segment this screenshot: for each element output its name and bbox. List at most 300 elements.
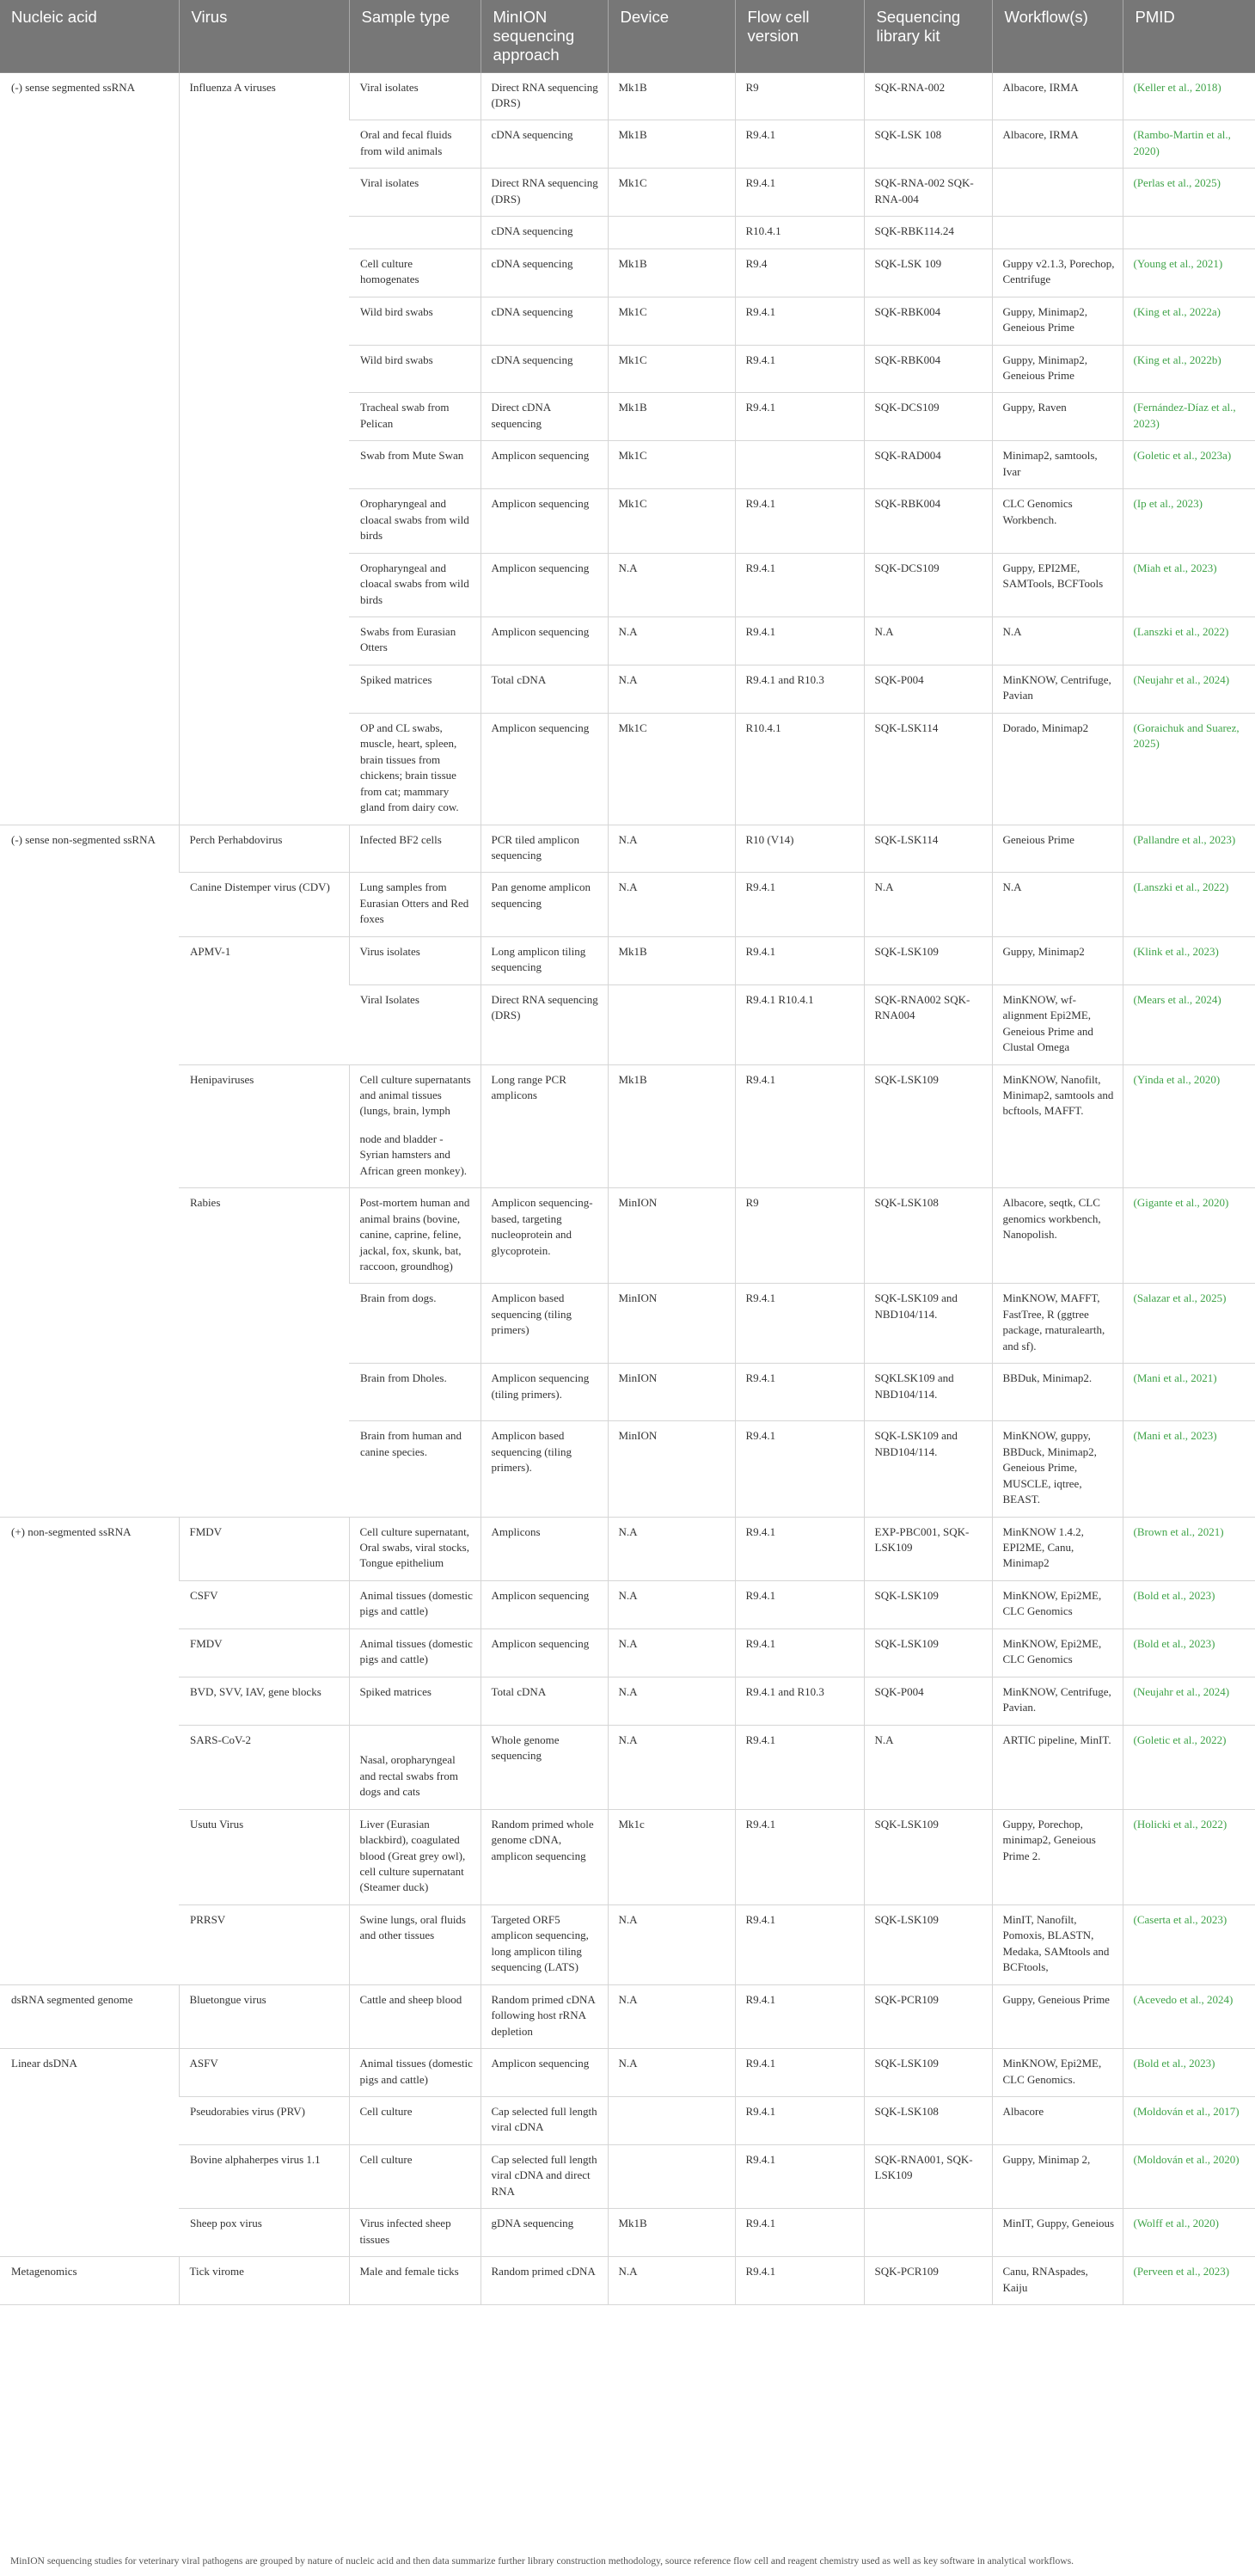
table-row bbox=[0, 873, 1255, 936]
pmid-cell[interactable]: (Bold et al., 2023) bbox=[1123, 2049, 1255, 2097]
sample-type-cell: Swab from Mute Swan bbox=[349, 441, 481, 489]
workflow-cell: MinKNOW, Centrifuge, Pavian. bbox=[992, 1677, 1123, 1725]
nucleic-acid-cell: Metagenomics bbox=[0, 2257, 179, 2305]
flow-cell-cell: R9.4.1 bbox=[735, 873, 864, 936]
pmid-cell[interactable]: (Moldován et al., 2017) bbox=[1123, 2096, 1255, 2144]
sample-type-cell: Oropharyngeal and cloacal swabs from wild birds bbox=[349, 553, 481, 616]
pmid-cell[interactable]: (Gigante et al., 2020) bbox=[1123, 1188, 1255, 1284]
sample-type-cell: Animal tissues (domestic pigs and cattle) bbox=[349, 1580, 481, 1628]
table-row bbox=[0, 72, 1255, 120]
device-cell: N.A bbox=[608, 1580, 735, 1628]
header-nucleic-acid: Nucleic acid bbox=[0, 0, 179, 72]
library-kit-cell: SQK-LSK114 bbox=[864, 713, 992, 825]
device-cell: N.A bbox=[608, 873, 735, 936]
library-kit-cell: SQK-PCR109 bbox=[864, 1984, 992, 2048]
workflow-cell: MinKNOW 1.4.2, EPI2ME, Canu, Minimap2 bbox=[992, 1517, 1123, 1580]
table-row bbox=[0, 1188, 1255, 1284]
approach-cell: cDNA sequencing bbox=[481, 248, 608, 297]
library-kit-cell: SQK-RNA-002 SQK-RNA-004 bbox=[864, 169, 992, 217]
virus-cell: Perch Perhabdovirus bbox=[179, 825, 349, 873]
pmid-cell[interactable]: (Neujahr et al., 2024) bbox=[1123, 1677, 1255, 1725]
table-row bbox=[0, 2257, 1255, 2305]
library-kit-cell: SQKLSK109 and NBD104/114. bbox=[864, 1364, 992, 1421]
library-kit-cell: SQK-LSK109 bbox=[864, 2049, 992, 2097]
table-row bbox=[0, 1628, 1255, 1677]
table-row bbox=[0, 825, 1255, 873]
table-row bbox=[0, 2049, 1255, 2097]
sample-type-cell: Brain from Dholes. bbox=[349, 1364, 481, 1421]
workflow-cell: Guppy v2.1.3, Porechop, Centrifuge bbox=[992, 248, 1123, 297]
workflow-cell: Guppy, Minimap2, Geneious Prime bbox=[992, 345, 1123, 393]
virus-cell: Sheep pox virus bbox=[179, 2209, 349, 2257]
device-cell: Mk1c bbox=[608, 1809, 735, 1904]
sample-type-cell: Tracheal swab from Pelican bbox=[349, 393, 481, 441]
table-row bbox=[0, 1809, 1255, 1904]
device-cell: N.A bbox=[608, 1628, 735, 1677]
library-kit-cell: SQK-RNA001, SQK-LSK109 bbox=[864, 2144, 992, 2208]
table-row bbox=[0, 1984, 1255, 2048]
library-kit-cell: SQK-DCS109 bbox=[864, 393, 992, 441]
approach-cell: Amplicon sequencing-based, targeting nucleoprotein and glycoprotein. bbox=[481, 1188, 608, 1284]
virus-cell: BVD, SVV, IAV, gene blocks bbox=[179, 1677, 349, 1725]
sample-type-cell: Post-mortem human and animal brains (bovine, canine, caprine, feline, jackal, fox, skunk, bat, raccoon, groundhog) bbox=[349, 1188, 481, 1284]
pmid-cell[interactable]: (Lanszki et al., 2022) bbox=[1123, 616, 1255, 665]
sample-type-cell bbox=[349, 1064, 481, 1188]
flow-cell-cell: R9.4.1 bbox=[735, 1064, 864, 1188]
flow-cell-cell: R9.4.1 bbox=[735, 936, 864, 984]
library-kit-cell: SQK-RBK004 bbox=[864, 345, 992, 393]
library-kit-cell: SQK-LSK109 bbox=[864, 1580, 992, 1628]
virus-cell: SARS-CoV-2 bbox=[179, 1725, 349, 1809]
sample-type-cell: Swabs from Eurasian Otters bbox=[349, 616, 481, 665]
flow-cell-cell: R9 bbox=[735, 1188, 864, 1284]
header-device: Device bbox=[608, 0, 735, 72]
device-cell: Mk1C bbox=[608, 297, 735, 345]
sample-type-cell: Wild bird swabs bbox=[349, 297, 481, 345]
approach-cell: Random primed cDNA bbox=[481, 2257, 608, 2305]
virus-cell: Canine Distemper virus (CDV) bbox=[179, 873, 349, 936]
pmid-cell[interactable]: (King et al., 2022a) bbox=[1123, 297, 1255, 345]
table-caption: MinION sequencing studies for veterinary viral pathogens are grouped by nature of nucleic acid and then data summarize further library construction methodology, source reference flow cell and reagent chemistry used as well as key software in analytical workflows. bbox=[10, 2555, 1074, 2567]
library-kit-cell: EXP-PBC001, SQK-LSK109 bbox=[864, 1517, 992, 1580]
library-kit-cell: N.A bbox=[864, 873, 992, 936]
virus-cell: FMDV bbox=[179, 1628, 349, 1677]
flow-cell-cell: R9.4.1 bbox=[735, 393, 864, 441]
approach-cell: Whole genome sequencing bbox=[481, 1725, 608, 1809]
approach-cell: Amplicon sequencing bbox=[481, 2049, 608, 2097]
header-virus: Virus bbox=[179, 0, 349, 72]
workflow-cell: MinKNOW, Centrifuge, Pavian bbox=[992, 665, 1123, 713]
sample-type-cell: Spiked matrices bbox=[349, 665, 481, 713]
approach-cell: Amplicon sequencing bbox=[481, 1628, 608, 1677]
approach-cell: Random primed whole genome cDNA, amplicon sequencing bbox=[481, 1809, 608, 1904]
virus-cell: Bluetongue virus bbox=[179, 1984, 349, 2048]
sample-type-cell: Brain from human and canine species. bbox=[349, 1421, 481, 1517]
virus-cell: ASFV bbox=[179, 2049, 349, 2097]
virus-cell: Pseudorabies virus (PRV) bbox=[179, 2096, 349, 2144]
device-cell: Mk1B bbox=[608, 120, 735, 169]
workflow-cell: Minimap2, samtools, Ivar bbox=[992, 441, 1123, 489]
virus-cell: CSFV bbox=[179, 1580, 349, 1628]
sample-type-cell: Oral and fecal fluids from wild animals bbox=[349, 120, 481, 169]
table-row bbox=[0, 2096, 1255, 2144]
flow-cell-cell: R9.4.1 bbox=[735, 1364, 864, 1421]
library-kit-cell: SQK-P004 bbox=[864, 1677, 992, 1725]
pmid-cell[interactable]: (Bold et al., 2023) bbox=[1123, 1628, 1255, 1677]
sample-type-cell: Nasal, oropharyngeal and rectal swabs from dogs and cats bbox=[349, 1725, 481, 1809]
approach-cell: Long range PCR amplicons bbox=[481, 1064, 608, 1188]
device-cell: N.A bbox=[608, 1517, 735, 1580]
approach-cell: Direct RNA sequencing (DRS) bbox=[481, 72, 608, 120]
device-cell: N.A bbox=[608, 2257, 735, 2305]
library-kit-cell: SQK-DCS109 bbox=[864, 553, 992, 616]
flow-cell-cell: R9.4.1 bbox=[735, 2049, 864, 2097]
device-cell: N.A bbox=[608, 2049, 735, 2097]
sample-type-cell: Viral Isolates bbox=[349, 984, 481, 1064]
flow-cell-cell: R9.4.1 bbox=[735, 1421, 864, 1517]
flow-cell-cell: R9.4.1 bbox=[735, 169, 864, 217]
library-kit-cell: SQK-LSK109 bbox=[864, 1628, 992, 1677]
table-row bbox=[0, 2144, 1255, 2208]
pmid-cell[interactable]: (Moldován et al., 2020) bbox=[1123, 2144, 1255, 2208]
pmid-cell[interactable]: (Fernández-Díaz et al., 2023) bbox=[1123, 393, 1255, 441]
library-kit-cell: SQK-LSK109 bbox=[864, 936, 992, 984]
workflow-cell: MinKNOW, guppy, BBDuck, Minimap2, Geneious Prime, MUSCLE, iqtree, BEAST. bbox=[992, 1421, 1123, 1517]
approach-cell: Amplicons bbox=[481, 1517, 608, 1580]
library-kit-cell: SQK-LSK108 bbox=[864, 2096, 992, 2144]
flow-cell-cell: R9.4.1 bbox=[735, 2144, 864, 2208]
header-sample-type: Sample type bbox=[349, 0, 481, 72]
library-kit-cell: SQK-RNA-002 bbox=[864, 72, 992, 120]
approach-cell: Direct RNA sequencing (DRS) bbox=[481, 984, 608, 1064]
sample-type-cell: Cattle and sheep blood bbox=[349, 1984, 481, 2048]
pmid-cell[interactable]: (Perlas et al., 2025) bbox=[1123, 169, 1255, 217]
device-cell: Mk1B bbox=[608, 72, 735, 120]
pmid-cell[interactable]: (Klink et al., 2023) bbox=[1123, 936, 1255, 984]
device-cell: N.A bbox=[608, 1725, 735, 1809]
library-kit-cell: SQK-LSK109 bbox=[864, 1809, 992, 1904]
workflow-cell: MinKNOW, Epi2ME, CLC Genomics bbox=[992, 1628, 1123, 1677]
approach-cell: Amplicon sequencing bbox=[481, 616, 608, 665]
pmid-cell[interactable]: (Miah et al., 2023) bbox=[1123, 553, 1255, 616]
table-row bbox=[0, 1725, 1255, 1809]
workflow-cell: MinKNOW, Nanofilt, Minimap2, samtools and bcftools, MAFFT. bbox=[992, 1064, 1123, 1188]
device-cell: MinION bbox=[608, 1421, 735, 1517]
workflow-cell: MinKNOW, MAFFT, FastTree, R (ggtree package, rnaturalearth, and sf). bbox=[992, 1284, 1123, 1364]
workflow-cell: Guppy, Geneious Prime bbox=[992, 1984, 1123, 2048]
approach-cell: Amplicon sequencing bbox=[481, 713, 608, 825]
pmid-cell[interactable] bbox=[1123, 217, 1255, 248]
nucleic-acid-cell: (-) sense non-segmented ssRNA bbox=[0, 825, 179, 1517]
approach-cell: PCR tiled amplicon sequencing bbox=[481, 825, 608, 873]
library-kit-cell: SQK-LSK109 and NBD104/114. bbox=[864, 1284, 992, 1364]
workflow-cell: Canu, RNAspades, Kaiju bbox=[992, 2257, 1123, 2305]
approach-cell: gDNA sequencing bbox=[481, 2209, 608, 2257]
flow-cell-cell: R9.4.1 bbox=[735, 297, 864, 345]
workflow-cell: Albacore, IRMA bbox=[992, 72, 1123, 120]
table-row bbox=[0, 1064, 1255, 1188]
table-row bbox=[0, 2209, 1255, 2257]
pmid-cell[interactable]: (Bold et al., 2023) bbox=[1123, 1580, 1255, 1628]
workflow-cell: MinKNOW, wf-alignment Epi2ME, Geneious Prime and Clustal Omega bbox=[992, 984, 1123, 1064]
library-kit-cell: SQK-P004 bbox=[864, 665, 992, 713]
workflow-cell: Albacore bbox=[992, 2096, 1123, 2144]
approach-cell: Amplicon sequencing bbox=[481, 553, 608, 616]
workflow-cell: CLC Genomics Workbench. bbox=[992, 489, 1123, 553]
header-workflow: Workflow(s) bbox=[992, 0, 1123, 72]
workflow-cell: Guppy, Raven bbox=[992, 393, 1123, 441]
device-cell: Mk1C bbox=[608, 345, 735, 393]
approach-cell: cDNA sequencing bbox=[481, 120, 608, 169]
sample-type-cell: Male and female ticks bbox=[349, 2257, 481, 2305]
header-flow-cell: Flow cell version bbox=[735, 0, 864, 72]
flow-cell-cell: R9.4.1 and R10.3 bbox=[735, 665, 864, 713]
workflow-cell: BBDuk, Minimap2. bbox=[992, 1364, 1123, 1421]
pmid-cell[interactable]: (Wolff et al., 2020) bbox=[1123, 2209, 1255, 2257]
sample-type-text-continued: node and bladder - Syrian hamsters and African green monkey). bbox=[359, 1132, 468, 1177]
sample-type-cell: Viral isolates bbox=[349, 169, 481, 217]
sample-type-cell: Cell culture supernatant, Oral swabs, viral stocks, Tongue epithelium bbox=[349, 1517, 481, 1580]
workflow-cell: MinKNOW, Epi2ME, CLC Genomics bbox=[992, 1580, 1123, 1628]
flow-cell-cell: R10.4.1 bbox=[735, 217, 864, 248]
virus-cell: Rabies bbox=[179, 1188, 349, 1517]
device-cell bbox=[608, 217, 735, 248]
approach-cell: cDNA sequencing bbox=[481, 217, 608, 248]
sample-type-cell: Brain from dogs. bbox=[349, 1284, 481, 1364]
device-cell: N.A bbox=[608, 1904, 735, 1984]
table-row bbox=[0, 1580, 1255, 1628]
device-cell bbox=[608, 2096, 735, 2144]
flow-cell-cell: R10.4.1 bbox=[735, 713, 864, 825]
pmid-cell[interactable]: (Young et al., 2021) bbox=[1123, 248, 1255, 297]
virus-cell: Usutu Virus bbox=[179, 1809, 349, 1904]
sample-type-cell: Oropharyngeal and cloacal swabs from wild birds bbox=[349, 489, 481, 553]
virus-cell: FMDV bbox=[179, 1517, 349, 1580]
flow-cell-cell: R9.4.1 bbox=[735, 1904, 864, 1984]
library-kit-cell: N.A bbox=[864, 1725, 992, 1809]
device-cell: Mk1B bbox=[608, 1064, 735, 1188]
virus-cell: Tick virome bbox=[179, 2257, 349, 2305]
flow-cell-cell: R9.4.1 bbox=[735, 1809, 864, 1904]
library-kit-cell: SQK-PCR109 bbox=[864, 2257, 992, 2305]
sample-type-cell: Spiked matrices bbox=[349, 1677, 481, 1725]
library-kit-cell: SQK-LSK114 bbox=[864, 825, 992, 873]
table-row bbox=[0, 1517, 1255, 1580]
sample-type-cell: Virus isolates bbox=[349, 936, 481, 984]
flow-cell-cell: R9.4.1 bbox=[735, 489, 864, 553]
library-kit-cell: SQK-RBK114.24 bbox=[864, 217, 992, 248]
sample-type-cell bbox=[349, 217, 481, 248]
flow-cell-cell: R9.4.1 bbox=[735, 345, 864, 393]
library-kit-cell bbox=[864, 2209, 992, 2257]
pmid-cell[interactable]: (Perveen et al., 2023) bbox=[1123, 2257, 1255, 2305]
pmid-cell[interactable]: (Acevedo et al., 2024) bbox=[1123, 1984, 1255, 2048]
pmid-cell[interactable]: (Yinda et al., 2020) bbox=[1123, 1064, 1255, 1188]
workflow-cell: N.A bbox=[992, 873, 1123, 936]
flow-cell-cell: R9.4.1 bbox=[735, 1580, 864, 1628]
approach-cell: Amplicon sequencing bbox=[481, 1580, 608, 1628]
virus-cell: PRRSV bbox=[179, 1904, 349, 1984]
device-cell bbox=[608, 984, 735, 1064]
library-kit-cell: SQK-LSK 109 bbox=[864, 248, 992, 297]
flow-cell-cell: R9.4.1 bbox=[735, 2096, 864, 2144]
library-kit-cell: SQK-LSK109 bbox=[864, 1064, 992, 1188]
pmid-cell[interactable]: (Goletic et al., 2022) bbox=[1123, 1725, 1255, 1809]
device-cell: MinION bbox=[608, 1284, 735, 1364]
flow-cell-cell: R9.4.1 bbox=[735, 2209, 864, 2257]
flow-cell-cell: R9 bbox=[735, 72, 864, 120]
sample-type-cell: Wild bird swabs bbox=[349, 345, 481, 393]
flow-cell-cell: R9.4.1 bbox=[735, 553, 864, 616]
approach-cell: cDNA sequencing bbox=[481, 345, 608, 393]
sample-type-text: Cell culture supernatants and animal tissues (lungs, brain, lymph bbox=[359, 1072, 471, 1118]
virus-cell: Bovine alphaherpes virus 1.1 bbox=[179, 2144, 349, 2208]
approach-cell: Amplicon based sequencing (tiling primers) bbox=[481, 1284, 608, 1364]
nucleic-acid-cell: (-) sense segmented ssRNA bbox=[0, 72, 179, 825]
sample-type-cell: Animal tissues (domestic pigs and cattle) bbox=[349, 1628, 481, 1677]
pmid-cell[interactable]: (Goraichuk and Suarez, 2025) bbox=[1123, 713, 1255, 825]
virus-cell: APMV-1 bbox=[179, 936, 349, 1064]
flow-cell-cell: R9.4.1 bbox=[735, 120, 864, 169]
approach-cell: Direct RNA sequencing (DRS) bbox=[481, 169, 608, 217]
device-cell: MinION bbox=[608, 1364, 735, 1421]
flow-cell-cell: R9.4.1 bbox=[735, 616, 864, 665]
approach-cell: Cap selected full length viral cDNA and direct RNA bbox=[481, 2144, 608, 2208]
header-pmid: PMID bbox=[1123, 0, 1255, 72]
library-kit-cell: SQK-LSK 108 bbox=[864, 120, 992, 169]
device-cell bbox=[608, 2144, 735, 2208]
workflow-cell: Geneious Prime bbox=[992, 825, 1123, 873]
device-cell: Mk1C bbox=[608, 169, 735, 217]
approach-cell: Total cDNA bbox=[481, 1677, 608, 1725]
sample-type-cell: Cell culture bbox=[349, 2144, 481, 2208]
workflow-cell: Guppy, Minimap2, Geneious Prime bbox=[992, 297, 1123, 345]
pmid-cell[interactable]: (Caserta et al., 2023) bbox=[1123, 1904, 1255, 1984]
approach-cell: Pan genome amplicon sequencing bbox=[481, 873, 608, 936]
virus-cell: Influenza A viruses bbox=[179, 72, 349, 825]
device-cell: N.A bbox=[608, 1984, 735, 2048]
library-kit-cell: SQK-LSK109 and NBD104/114. bbox=[864, 1421, 992, 1517]
sample-type-cell: OP and CL swabs, muscle, heart, spleen, brain tissues from chickens; brain tissue from cat; mammary gland from dairy cow. bbox=[349, 713, 481, 825]
sample-type-cell: Lung samples from Eurasian Otters and Red foxes bbox=[349, 873, 481, 936]
approach-cell: Total cDNA bbox=[481, 665, 608, 713]
workflow-cell: MinKNOW, Epi2ME, CLC Genomics. bbox=[992, 2049, 1123, 2097]
sample-type-cell: Liver (Eurasian blackbird), coagulated blood (Great grey owl), cell culture supernatant (Steamer duck) bbox=[349, 1809, 481, 1904]
device-cell: N.A bbox=[608, 616, 735, 665]
approach-cell: Targeted ORF5 amplicon sequencing, long amplicon tiling sequencing (LATS) bbox=[481, 1904, 608, 1984]
approach-cell: Random primed cDNA following host rRNA depletion bbox=[481, 1984, 608, 2048]
table-row bbox=[0, 936, 1255, 984]
library-kit-cell: SQK-RBK004 bbox=[864, 297, 992, 345]
flow-cell-cell: R9.4 bbox=[735, 248, 864, 297]
pmid-cell[interactable]: (Rambo-Martin et al., 2020) bbox=[1123, 120, 1255, 169]
header-sequencing-approach: MinION sequencing approach bbox=[481, 0, 608, 72]
flow-cell-cell: R9.4.1 bbox=[735, 1517, 864, 1580]
flow-cell-cell: R9.4.1 and R10.3 bbox=[735, 1677, 864, 1725]
workflow-cell: Guppy, Minimap2 bbox=[992, 936, 1123, 984]
library-kit-cell: N.A bbox=[864, 616, 992, 665]
pmid-cell[interactable]: (Neujahr et al., 2024) bbox=[1123, 665, 1255, 713]
device-cell: N.A bbox=[608, 1677, 735, 1725]
pmid-cell[interactable]: (Mani et al., 2021) bbox=[1123, 1364, 1255, 1421]
pmid-cell[interactable]: (Ip et al., 2023) bbox=[1123, 489, 1255, 553]
header-row bbox=[0, 0, 1255, 72]
pmid-cell[interactable]: (Pallandre et al., 2023) bbox=[1123, 825, 1255, 873]
approach-cell: Amplicon sequencing bbox=[481, 489, 608, 553]
device-cell: N.A bbox=[608, 665, 735, 713]
device-cell: Mk1C bbox=[608, 441, 735, 489]
approach-cell: Long amplicon tiling sequencing bbox=[481, 936, 608, 984]
pmid-cell[interactable]: (Mears et al., 2024) bbox=[1123, 984, 1255, 1064]
device-cell: Mk1C bbox=[608, 489, 735, 553]
flow-cell-cell: R9.4.1 bbox=[735, 1284, 864, 1364]
workflow-cell: Guppy, Minimap 2, bbox=[992, 2144, 1123, 2208]
pmid-cell[interactable]: (Goletic et al., 2023a) bbox=[1123, 441, 1255, 489]
device-cell: Mk1B bbox=[608, 936, 735, 984]
nucleic-acid-cell: (+) non-segmented ssRNA bbox=[0, 1517, 179, 1984]
pmid-cell[interactable]: (Lanszki et al., 2022) bbox=[1123, 873, 1255, 936]
flow-cell-cell: R9.4.1 bbox=[735, 1984, 864, 2048]
library-kit-cell: SQK-LSK108 bbox=[864, 1188, 992, 1284]
flow-cell-cell: R10 (V14) bbox=[735, 825, 864, 873]
library-kit-cell: SQK-RNA002 SQK-RNA004 bbox=[864, 984, 992, 1064]
pmid-cell[interactable]: (Salazar et al., 2025) bbox=[1123, 1284, 1255, 1364]
nucleic-acid-cell: dsRNA segmented genome bbox=[0, 1984, 179, 2048]
workflow-cell: Guppy, EPI2ME, SAMTools, BCFTools bbox=[992, 553, 1123, 616]
flow-cell-cell: R9.4.1 R10.4.1 bbox=[735, 984, 864, 1064]
device-cell: Mk1C bbox=[608, 713, 735, 825]
pmid-cell[interactable]: (Keller et al., 2018) bbox=[1123, 72, 1255, 120]
workflow-cell: N.A bbox=[992, 616, 1123, 665]
device-cell: Mk1B bbox=[608, 248, 735, 297]
workflow-cell bbox=[992, 169, 1123, 217]
header-library-kit: Sequencing library kit bbox=[864, 0, 992, 72]
workflow-cell bbox=[992, 217, 1123, 248]
device-cell: N.A bbox=[608, 553, 735, 616]
approach-cell: Amplicon sequencing (tiling primers). bbox=[481, 1364, 608, 1421]
approach-cell: Cap selected full length viral cDNA bbox=[481, 2096, 608, 2144]
pmid-cell[interactable]: (Brown et al., 2021) bbox=[1123, 1517, 1255, 1580]
sample-type-cell: Viral isolates bbox=[349, 72, 481, 120]
table-row bbox=[0, 1904, 1255, 1984]
sample-type-cell: Infected BF2 cells bbox=[349, 825, 481, 873]
library-kit-cell: SQK-LSK109 bbox=[864, 1904, 992, 1984]
flow-cell-cell: R9.4.1 bbox=[735, 2257, 864, 2305]
sample-type-cell: Animal tissues (domestic pigs and cattle) bbox=[349, 2049, 481, 2097]
flow-cell-cell bbox=[735, 441, 864, 489]
sample-type-cell: Cell culture bbox=[349, 2096, 481, 2144]
workflow-cell: Guppy, Porechop, minimap2, Geneious Prime 2. bbox=[992, 1809, 1123, 1904]
pmid-cell[interactable]: (Holicki et al., 2022) bbox=[1123, 1809, 1255, 1904]
pmid-cell[interactable]: (Mani et al., 2023) bbox=[1123, 1421, 1255, 1517]
approach-cell: Amplicon based sequencing (tiling primers). bbox=[481, 1421, 608, 1517]
workflow-cell: ARTIC pipeline, MinIT. bbox=[992, 1725, 1123, 1809]
approach-cell: cDNA sequencing bbox=[481, 297, 608, 345]
device-cell: Mk1B bbox=[608, 2209, 735, 2257]
flow-cell-cell: R9.4.1 bbox=[735, 1725, 864, 1809]
sample-type-cell: Virus infected sheep tissues bbox=[349, 2209, 481, 2257]
virus-cell: Henipaviruses bbox=[179, 1064, 349, 1188]
nucleic-acid-cell: Linear dsDNA bbox=[0, 2049, 179, 2257]
flow-cell-cell: R9.4.1 bbox=[735, 1628, 864, 1677]
device-cell: MinION bbox=[608, 1188, 735, 1284]
workflow-cell: MinIT, Guppy, Geneious bbox=[992, 2209, 1123, 2257]
workflow-cell: MinIT, Nanofilt, Pomoxis, BLASTN, Medaka, SAMtools and BCFtools, bbox=[992, 1904, 1123, 1984]
approach-cell: Amplicon sequencing bbox=[481, 441, 608, 489]
table-row bbox=[0, 1677, 1255, 1725]
approach-cell: Direct cDNA sequencing bbox=[481, 393, 608, 441]
pmid-cell[interactable]: (King et al., 2022b) bbox=[1123, 345, 1255, 393]
